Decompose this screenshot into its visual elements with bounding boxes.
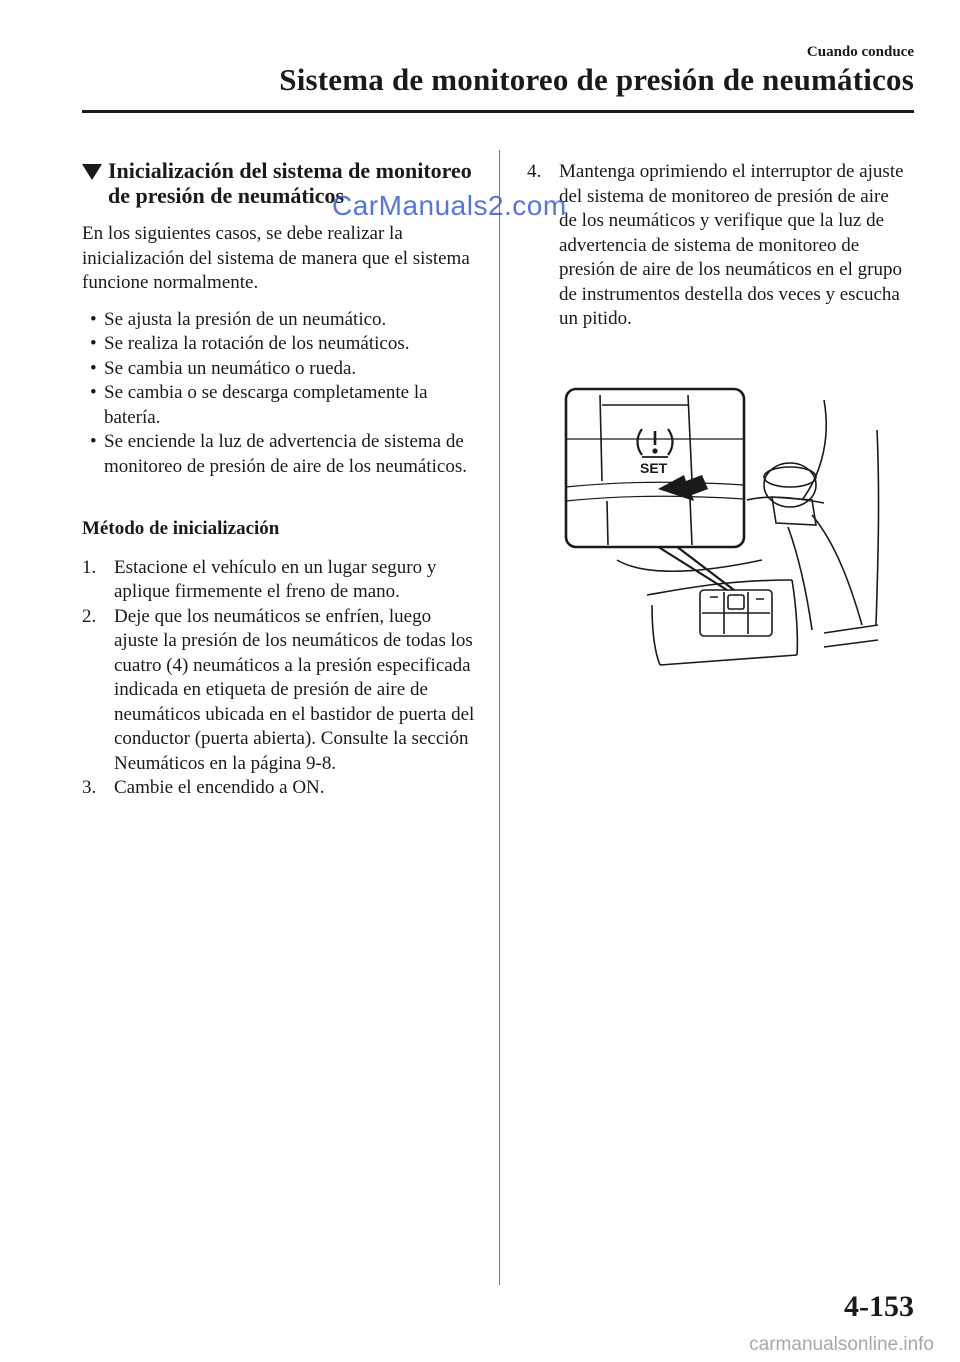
list-item	[82, 381, 477, 430]
step-number: 3.	[82, 777, 97, 798]
step-item	[527, 160, 907, 332]
list-item	[82, 357, 477, 382]
triangle-marker-icon	[82, 164, 102, 180]
tpms-set-switch-illustration	[562, 385, 882, 675]
list-item-text: Se cambia o se descarga completamente la batería.	[104, 382, 428, 428]
list-item-text: Se cambia un neumático o rueda.	[104, 357, 357, 379]
bullet-mark: •	[90, 382, 97, 403]
footer-watermark: carmanualsonline.info	[749, 1334, 934, 1355]
steps-list	[82, 556, 477, 801]
step-number: 2.	[82, 605, 97, 627]
column-divider	[499, 150, 500, 1285]
left-column	[82, 158, 477, 801]
list-item-text: Se ajusta la presión de un neumático.	[104, 308, 387, 330]
list-item-text: Se realiza la rotación de los neumáticos.	[104, 333, 410, 354]
list-item-text: Se enciende la luz de advertencia de sistema de monitoreo de presión de aire de los neumáticos.	[104, 431, 468, 477]
watermark-text: CarManuals2.com	[332, 190, 567, 221]
step-text: Mantenga oprimiendo el interruptor de ajuste del sistema de monitoreo de presión de aire de los neumáticos y verifique que la luz de advertencia de sistema de monitoreo de presión de aire de los neumáticos en el grupo de instrumentos destella dos veces y escucha un pitido.	[559, 161, 904, 329]
list-item	[82, 430, 477, 479]
method-subheading: Método de inicialización	[82, 518, 280, 539]
bullet-mark: •	[90, 357, 97, 379]
steps-list-continued	[527, 160, 907, 332]
section-heading-text: Inicialización del sistema de monitoreo de presión de neumáticos	[108, 158, 472, 208]
intro-paragraph: En los siguientes casos, se debe realizar la inicialización del sistema de manera que el sistema funcione normalmente.	[82, 223, 470, 293]
step-item	[82, 605, 477, 777]
step-text: Cambie el encendido a ON.	[114, 777, 325, 798]
step-item	[82, 776, 477, 801]
page-title: Sistema de monitoreo de presión de neumáticos	[279, 62, 914, 97]
step-item	[82, 556, 477, 605]
bullet-mark: •	[90, 431, 97, 452]
list-item	[82, 332, 477, 357]
step-number: 1.	[82, 556, 97, 578]
header-section-label: Cuando conduce	[806, 44, 914, 60]
conditions-list	[82, 308, 477, 480]
right-column	[527, 160, 907, 332]
set-button-label: SET	[640, 460, 668, 476]
list-item	[82, 308, 477, 333]
bullet-mark: •	[90, 333, 97, 354]
page-number: 4-153	[844, 1290, 914, 1323]
step-text: Estacione el vehículo en un lugar seguro y aplique firmemente el freno de mano.	[114, 556, 437, 602]
step-number: 4.	[527, 161, 542, 182]
header-rule	[82, 110, 914, 113]
bullet-mark: •	[90, 308, 97, 330]
step-text: Deje que los neumáticos se enfríen, luego ajuste la presión de los neumáticos de todas los cuatro (4) neumáticos a la presión especificada indicada en etiqueta de presión de aire de neumáticos ubicada en el bastidor de puerta del conductor (puerta abierta). Consulte la sección Neumáticos en la página 9-8.	[114, 605, 475, 774]
